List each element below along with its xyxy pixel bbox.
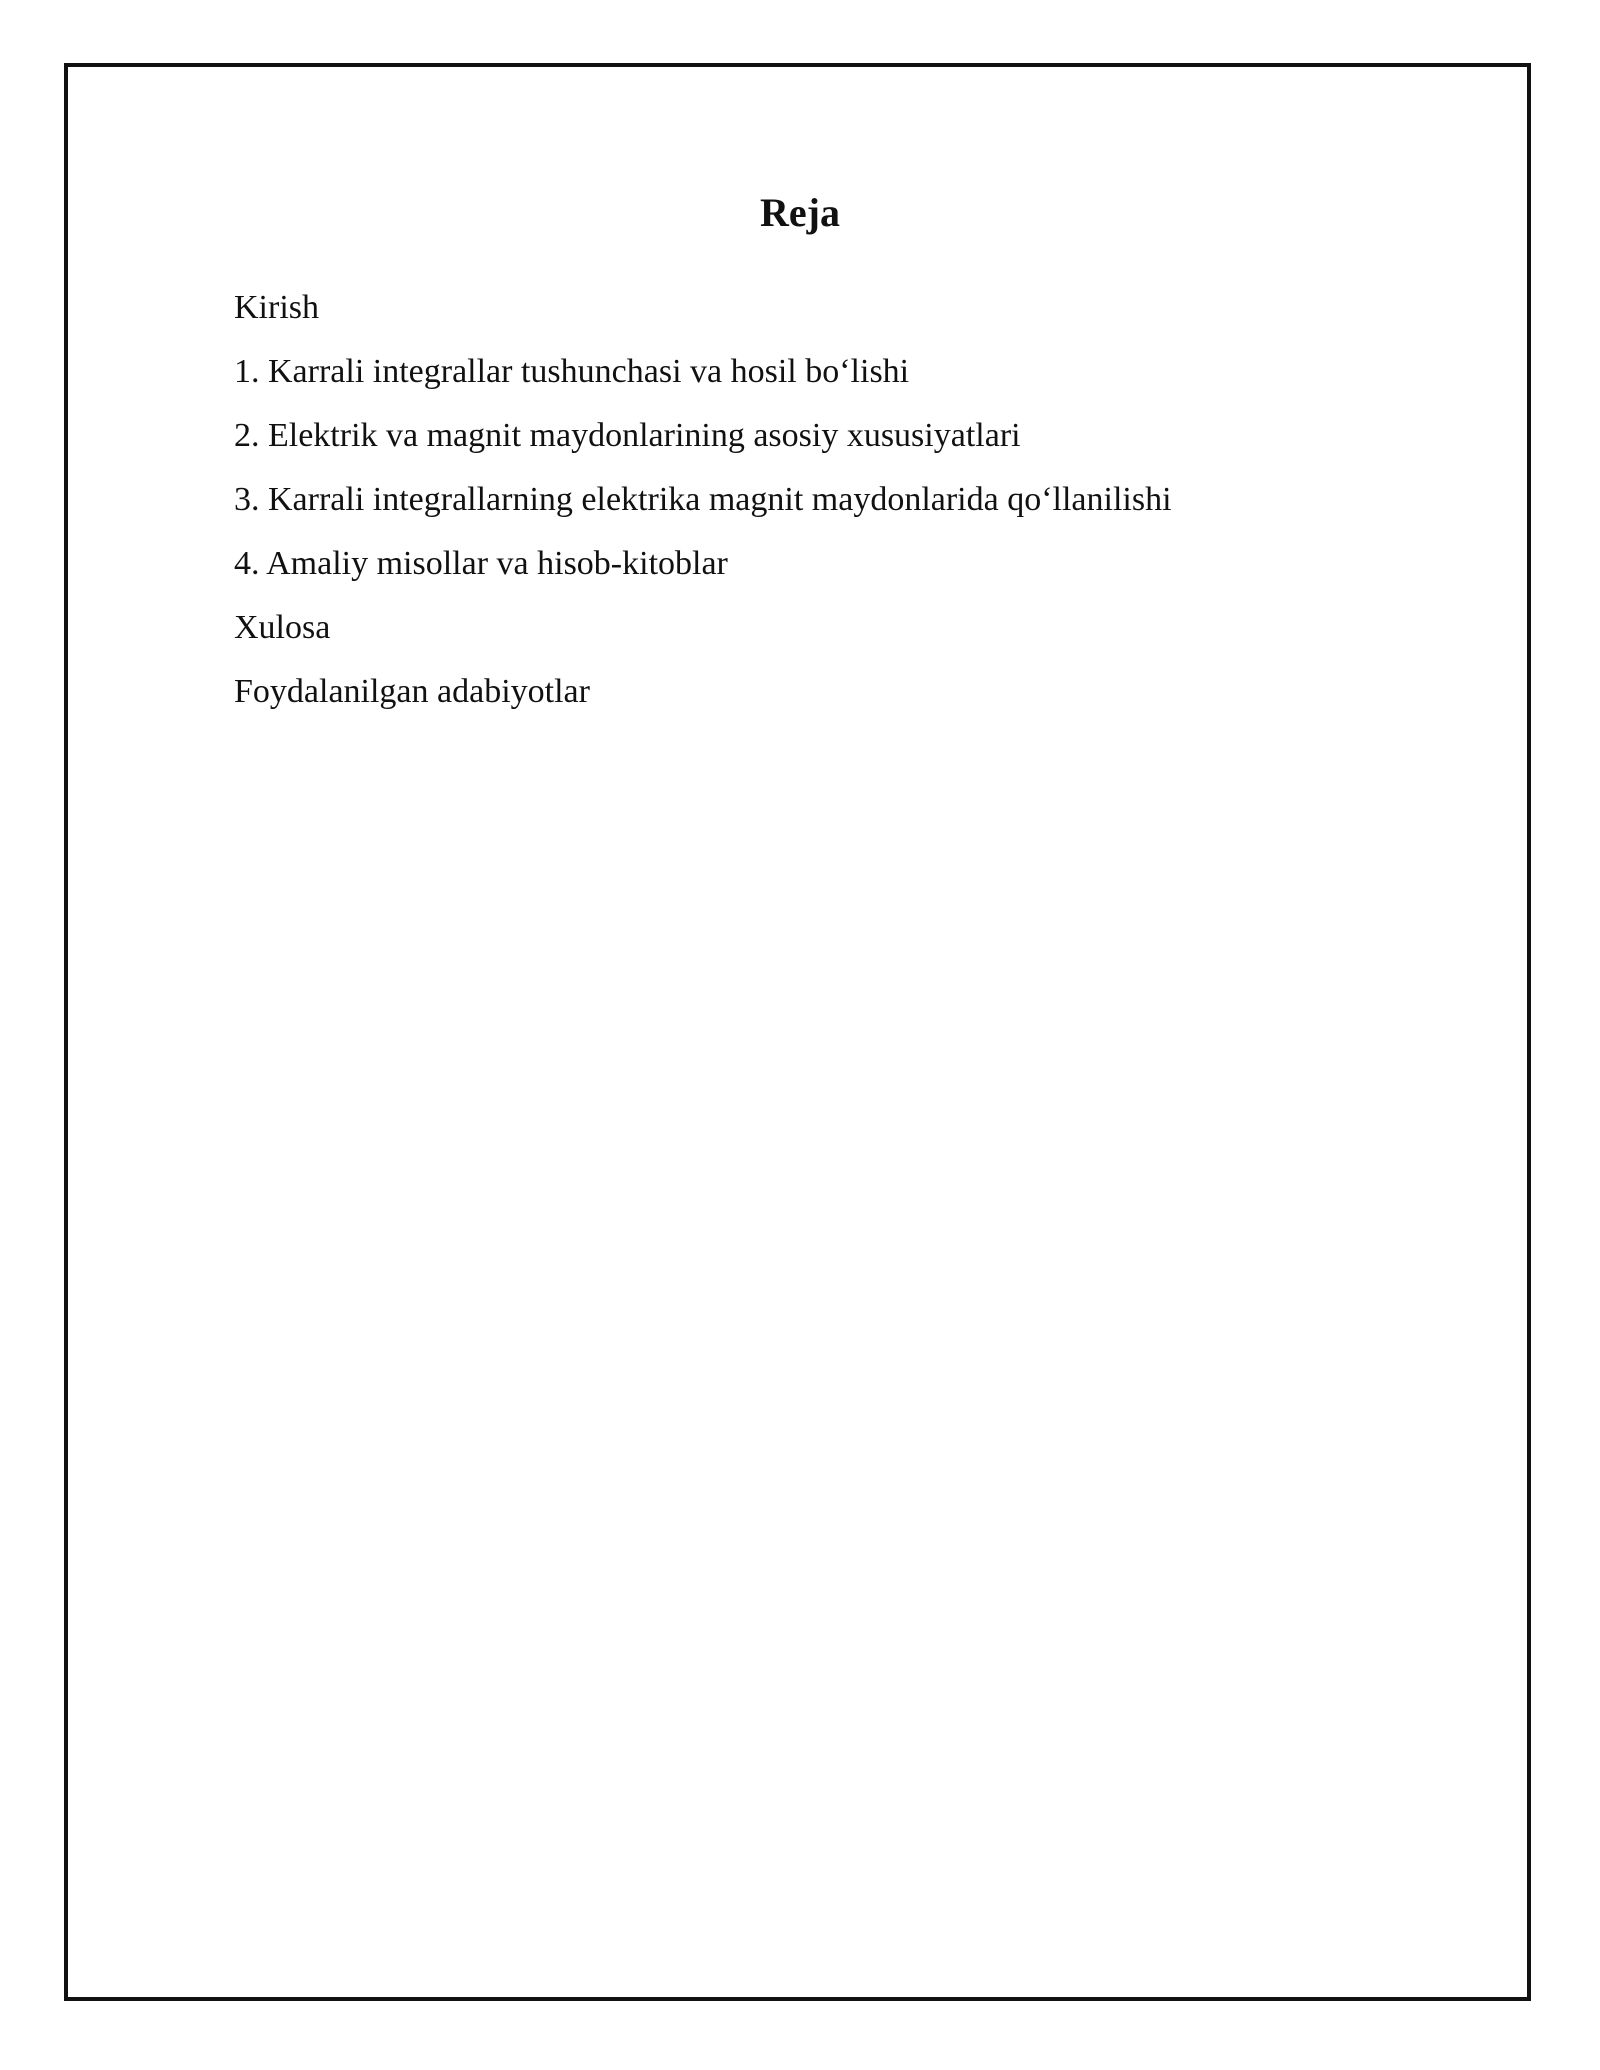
toc-item-4: 4. Amaliy misollar va hisob-kitoblar: [234, 545, 728, 582]
page-title: Reja: [760, 190, 840, 235]
toc-item-references: Foydalanilgan adabiyotlar: [234, 673, 590, 710]
toc-item-introduction: Kirish: [234, 289, 319, 326]
toc-item-2: 2. Elektrik va magnit maydonlarining asosiy xususiyatlari: [234, 417, 1021, 454]
table-of-contents: [234, 288, 1172, 736]
toc-item-3: 3. Karrali integrallarning elektrika magnit maydonlarida qo‘llanilishi: [234, 481, 1172, 518]
toc-item-1: 1. Karrali integrallar tushunchasi va hosil bo‘lishi: [234, 353, 910, 390]
toc-item-conclusion: Xulosa: [234, 609, 331, 646]
